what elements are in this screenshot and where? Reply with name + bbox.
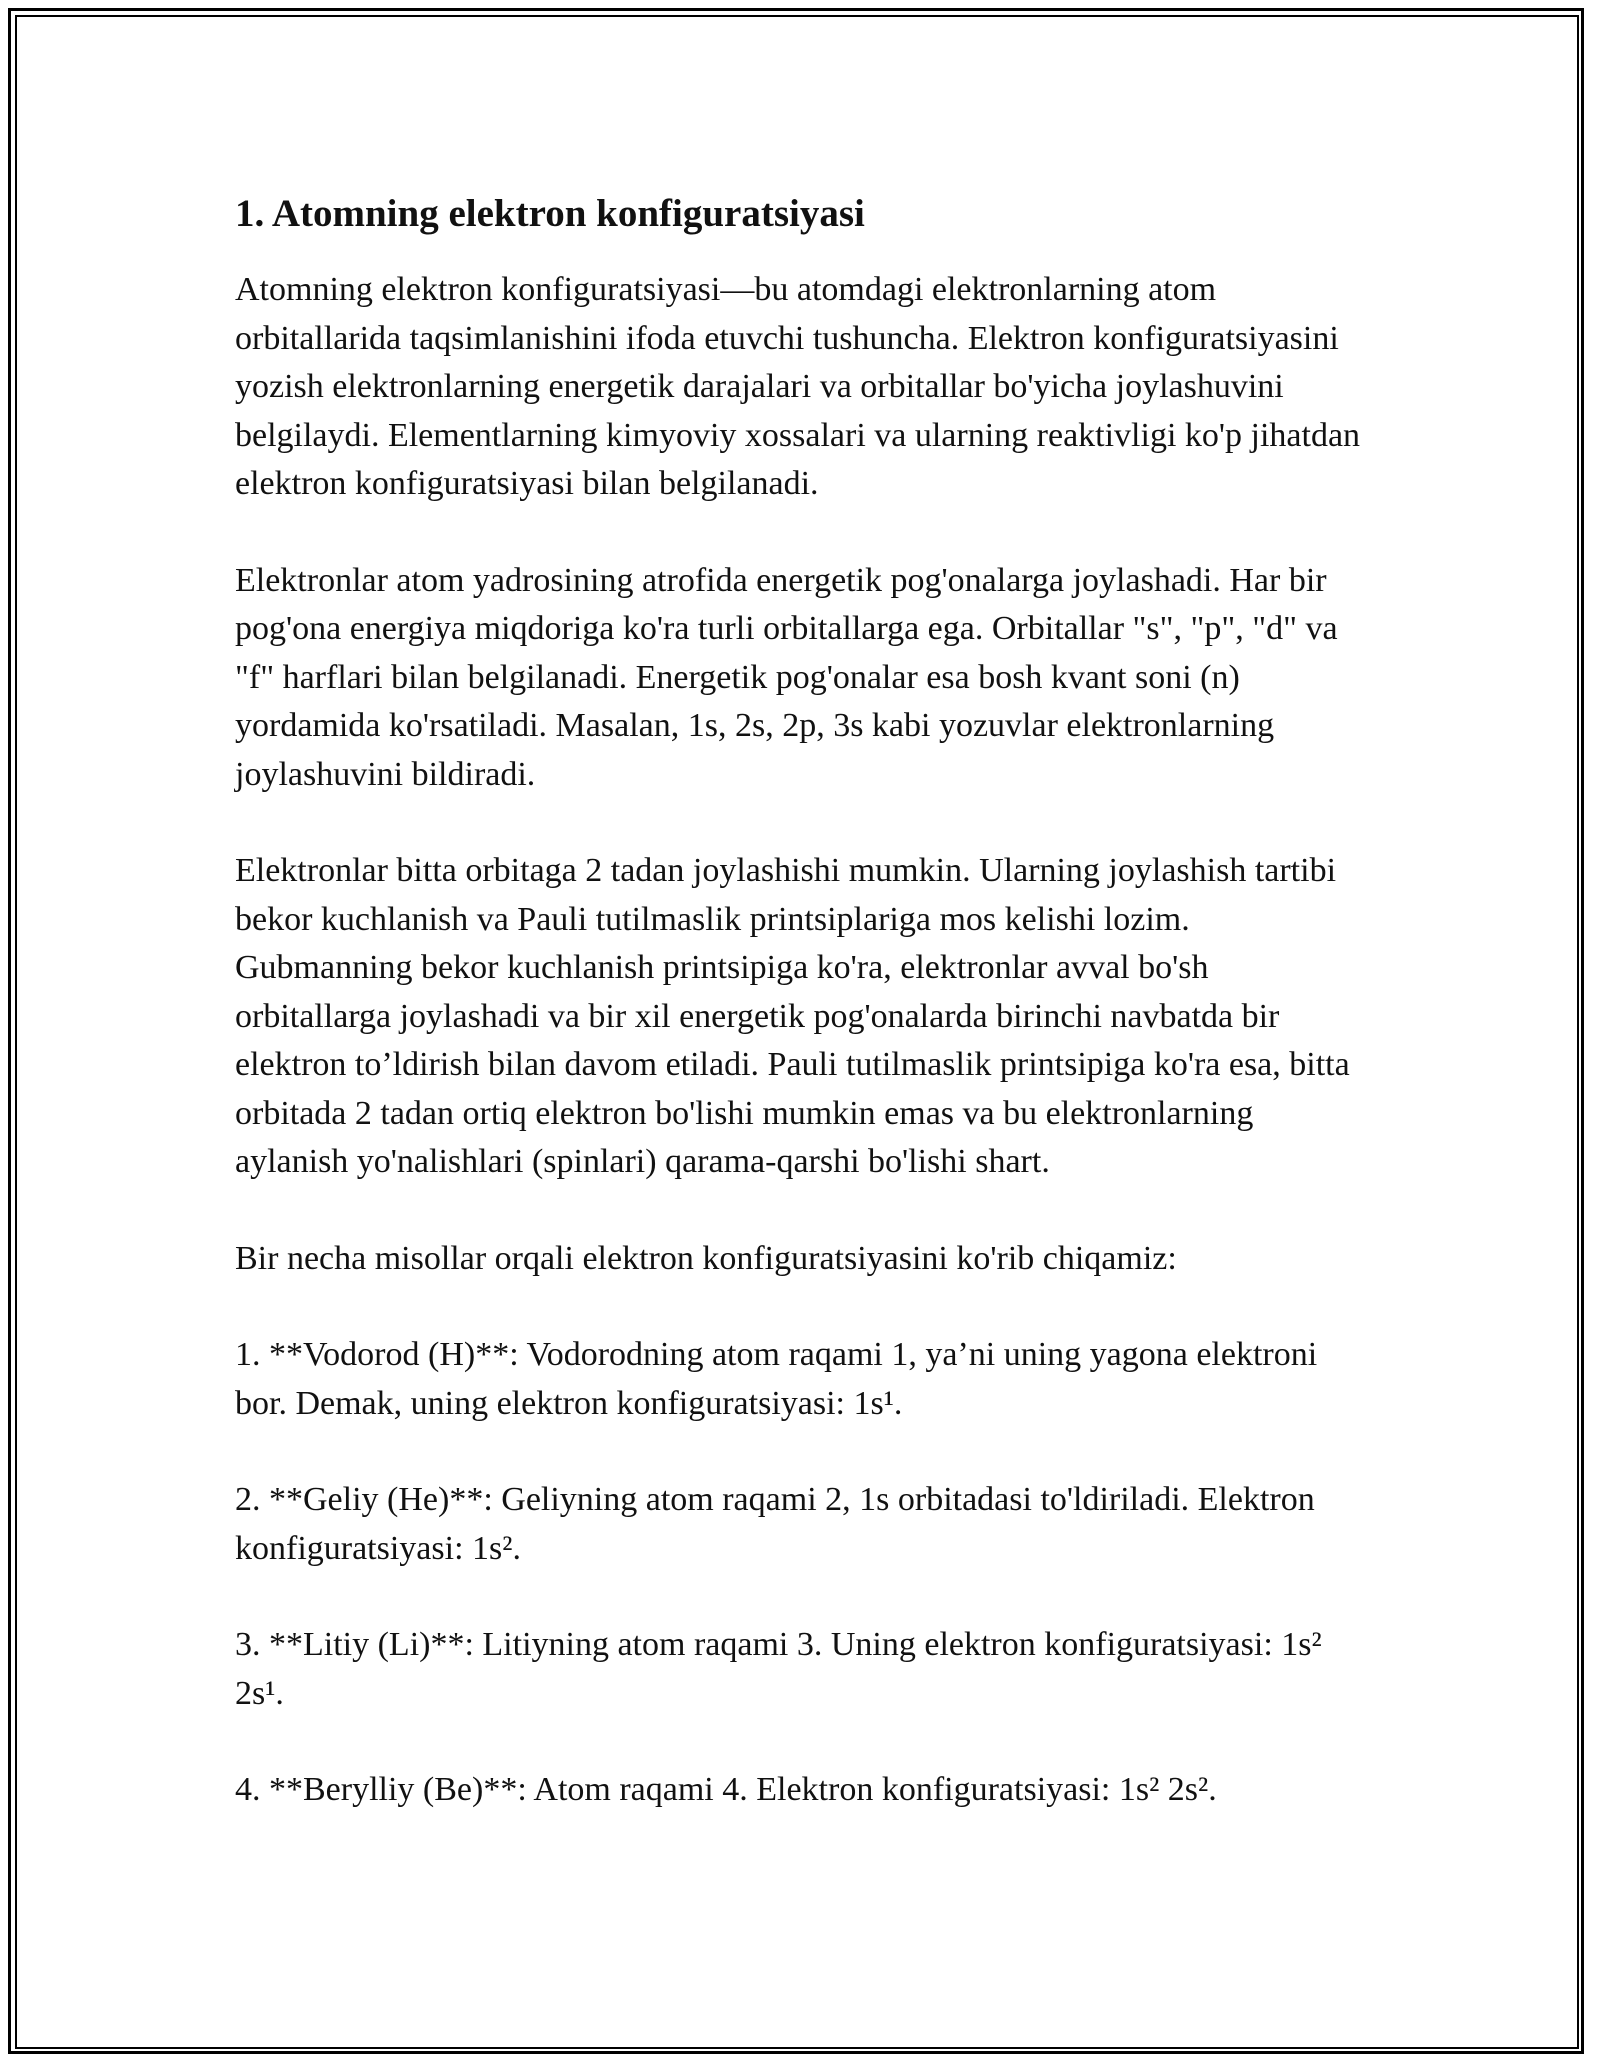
paragraph-orbitals: Elektronlar atom yadrosining atrofida energetik pog'onalarga joylashadi. Har bir pog'ona energiya miqdoriga ko'ra turli orbitallarga ega. Orbitallar "s", "p", "d" va "f" harflari bilan belgilanadi. Energetik pog'onalar esa bosh kvant soni (n) yordamida ko'rsatiladi. Masalan, 1s, 2s, 2p, 3s kabi yozuvlar elektronlarning joylashuvini bildiradi.: [235, 561, 1338, 793]
paragraph-examples-intro: Bir necha misollar orqali elektron konfiguratsiyasini ko'rib chiqamiz:: [235, 1239, 1177, 1277]
example-beryllium: 4. **Berylliy (Be)**: Atom raqami 4. Elektron konfiguratsiyasi: 1s² 2s².: [235, 1771, 1217, 1808]
paragraph-intro: Atomning elektron konfiguratsiyasi—bu atomdagi elektronlarning atom orbitallarida taqsimlanishini ifoda etuvchi tushuncha. Elektron konfiguratsiyasini yozish elektronlarning energetik darajalari va orbitallar bo'yicha joylashuvini belgilaydi. Elementlarning kimyoviy xossalari va ularning reaktivligi ko'p jihatdan elektron konfiguratsiyasi bilan belgilanadi.: [235, 271, 1361, 502]
example-lithium: 3. **Litiy (Li)**: Litiyning atom raqami 3. Uning elektron konfiguratsiyasi: 1s² 2s¹.: [235, 1626, 1322, 1712]
document-body: [235, 188, 1365, 1863]
example-hydrogen: 1. **Vodorod (H)**: Vodorodning atom raqami 1, ya’ni uning yagona elektroni bor. Demak, uning elektron konfiguratsiyasi: 1s¹.: [235, 1336, 1318, 1422]
page-title: 1. Atomning elektron konfiguratsiyasi: [235, 192, 865, 235]
paragraph-principles: Elektronlar bitta orbitaga 2 tadan joylashishi mumkin. Ularning joylashish tartibi bekor kuchlanish va Pauli tutilmaslik printsiplariga mos kelishi lozim. Gubmanning bekor kuchlanish printsipiga ko'ra, elektronlar avval bo'sh orbitallarga joylashadi va bir xil energetik pog'onalarda birinchi navbatda bir elektron to’ldirish bilan davom etiladi. Pauli tutilmaslik printsipiga ko'ra esa, bitta orbitada 2 tadan ortiq elektron bo'lishi mumkin emas va bu elektronlarning aylanish yo'nalishlari (spinlari) qarama-qarshi bo'lishi shart.: [235, 852, 1350, 1180]
example-helium: 2. **Geliy (He)**: Geliyning atom raqami 2, 1s orbitadasi to'ldiriladi. Elektron konfiguratsiyasi: 1s².: [235, 1481, 1315, 1567]
